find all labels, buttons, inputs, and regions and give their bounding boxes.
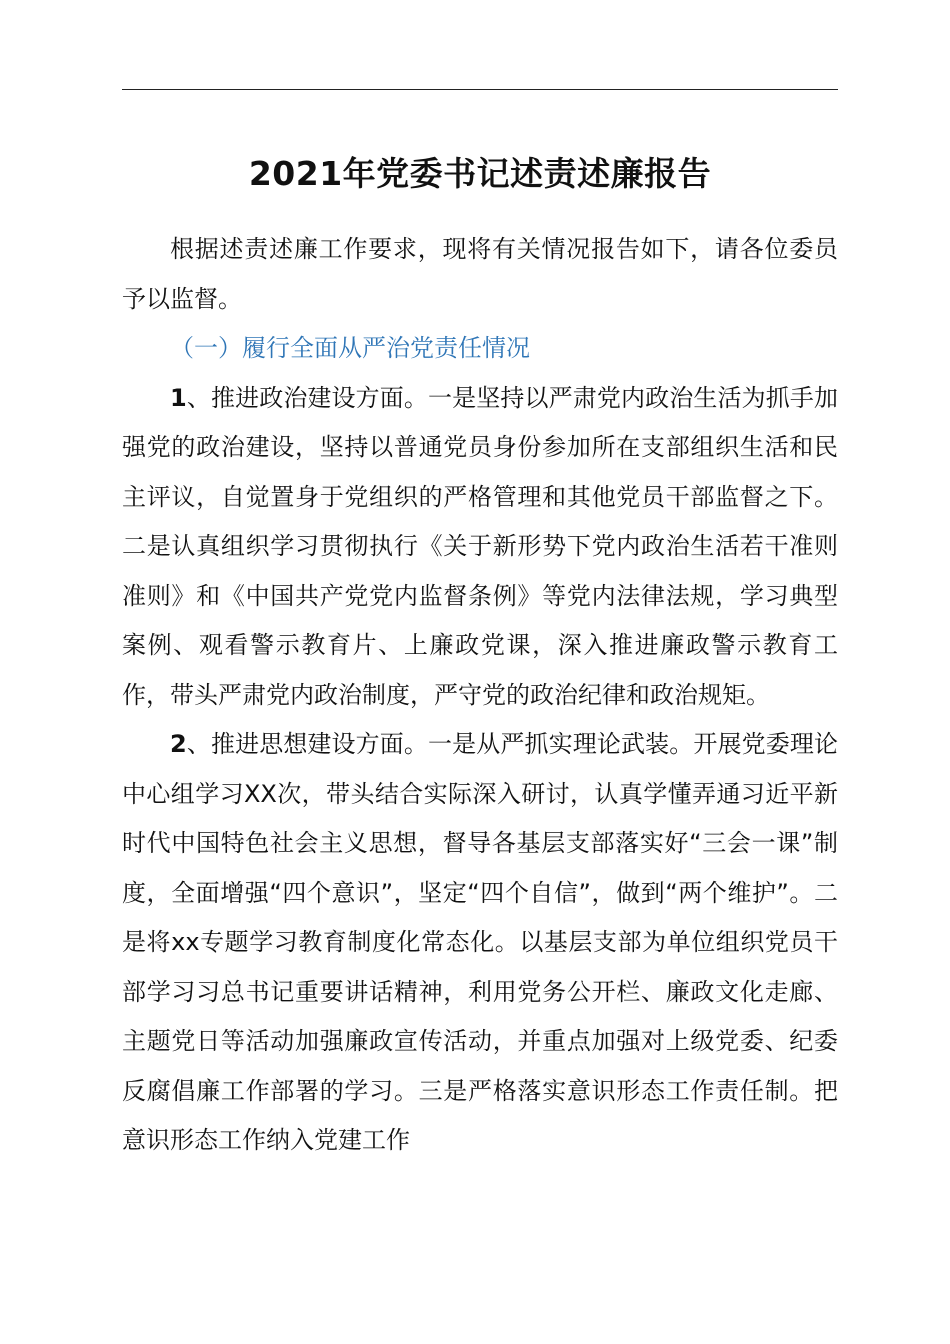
section-heading: （一）履行全面从严治党责任情况 (170, 334, 530, 362)
item-paragraph-1 (122, 374, 838, 721)
header-rule (122, 89, 838, 90)
item-number: 1 (170, 383, 187, 412)
document-body (122, 225, 838, 1166)
item-text: 、推进政治建设方面。一是坚持以严肃党内政治生活为抓手加强党的政治建设，坚持以普通党员身份参加所在支部组织生活和民主评议，自觉置身于党组织的严格管理和其他党员干部监督之下。二是认真组织学习贯彻执行《关于新形势下党内政治生活若干准则准则》和《中国共产党党内监督条例》等党内法律法规，学习典型案例、观看警示教育片、上廉政党课，深入推进廉政警示教育工作，带头严肃党内政治制度，严守党的政治纪律和政治规矩。 (122, 383, 838, 709)
item-number: 2 (170, 730, 187, 758)
item-text: 、推进思想建设方面。一是从严抓实理论武装。开展党委理论中心组学习XX次，带头结合实际深入研讨，认真学懂弄通习近平新时代中国特色社会主义思想，督导各基层支部落实好“三会一课”制度，全面增强“四个意识”，坚定“四个自信”，做到“两个维护”。二是将xx专题学习教育制度化常态化。以基层支部为单位组织党员干部学习习总书记重要讲话精神，利用党务公开栏、廉政文化走廊、主题党日等活动加强廉政宣传活动，并重点加强对上级党委、纪委反腐倡廉工作部署的学习。三是严格落实意识形态工作责任制。把意识形态工作纳入党建工作 (122, 730, 838, 1154)
intro-paragraph: 根据述责述廉工作要求，现将有关情况报告如下，请各位委员予以监督。 (122, 235, 838, 313)
document-title: 2021年党委书记述责述廉报告 (248, 154, 712, 193)
item-paragraph-2 (122, 720, 838, 1166)
